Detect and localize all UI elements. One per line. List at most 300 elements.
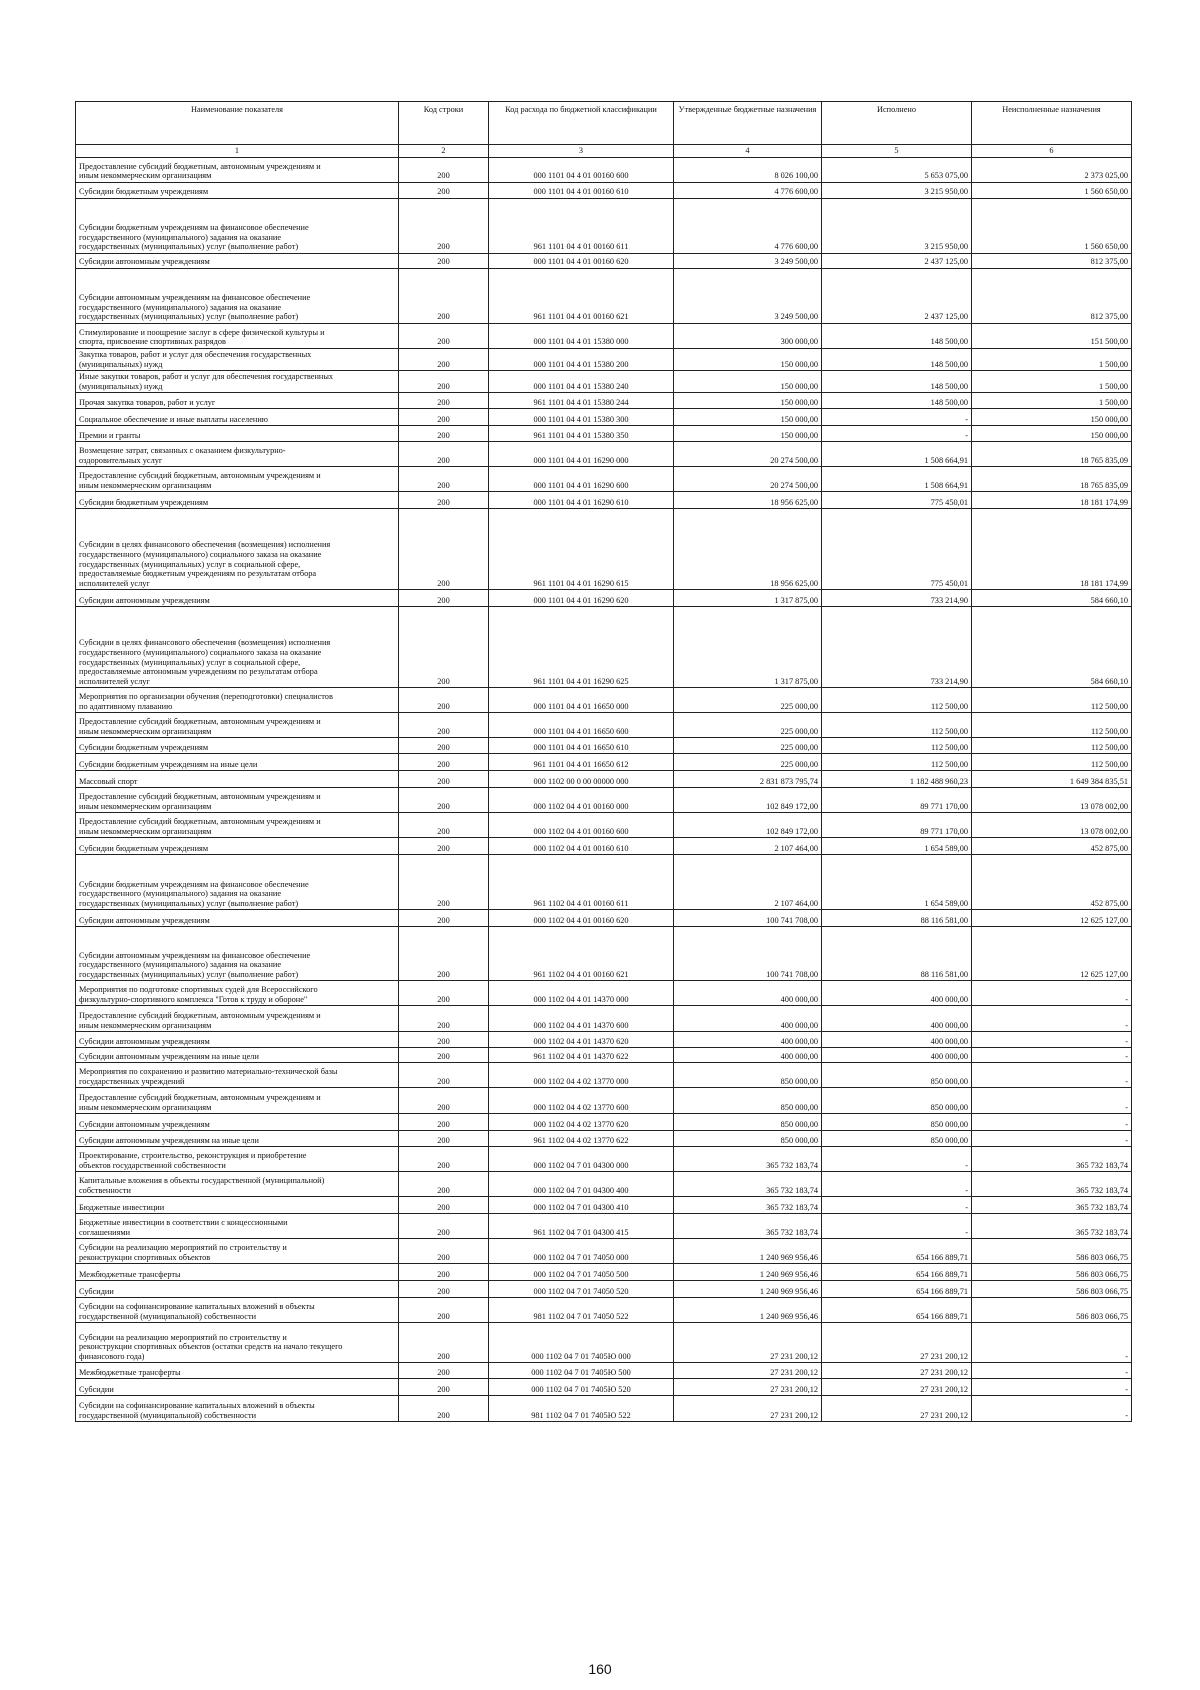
executed-amount-cell: 400 000,00 bbox=[822, 1032, 972, 1048]
row-code-cell: 200 bbox=[399, 1214, 489, 1239]
table-row bbox=[76, 771, 1132, 788]
classification-code-cell: 000 1101 04 4 01 15380 000 bbox=[489, 324, 674, 349]
executed-amount-cell: 850 000,00 bbox=[822, 1114, 972, 1131]
approved-amount-cell: 4 776 600,00 bbox=[674, 183, 822, 199]
column-number: 2 bbox=[399, 145, 489, 158]
table-row bbox=[76, 754, 1132, 771]
executed-amount-cell: 112 500,00 bbox=[822, 738, 972, 754]
executed-amount-cell: 1 508 664,91 bbox=[822, 467, 972, 492]
indicator-name-cell: Бюджетные инвестиции в соответствии с концессионными соглашениями bbox=[76, 1214, 399, 1239]
approved-amount-cell: 850 000,00 bbox=[674, 1063, 822, 1088]
table-row bbox=[76, 1281, 1132, 1298]
row-code-cell: 200 bbox=[399, 158, 489, 183]
approved-amount-cell: 225 000,00 bbox=[674, 738, 822, 754]
indicator-name-cell: Предоставление субсидий бюджетным, автономным учреждениям и иным некоммерческим организациям bbox=[76, 467, 399, 492]
classification-code-cell: 000 1102 04 4 02 13770 600 bbox=[489, 1088, 674, 1114]
table-row bbox=[76, 1298, 1132, 1323]
row-code-cell: 200 bbox=[399, 1396, 489, 1422]
classification-code-cell: 000 1101 04 4 01 16290 610 bbox=[489, 492, 674, 509]
classification-code-cell: 981 1102 04 7 01 7405Ю 522 bbox=[489, 1396, 674, 1422]
unexecuted-amount-cell: 112 500,00 bbox=[972, 688, 1132, 713]
classification-code-cell: 000 1102 04 4 02 13770 620 bbox=[489, 1114, 674, 1131]
indicator-name-cell: Мероприятия по подготовке спортивных судей для Всероссийского физкультурно-спортивного комплекса "Готов к труду и обороне" bbox=[76, 981, 399, 1006]
indicator-name-cell: Субсидии бюджетным учреждениям на финансовое обеспечение государственного (муниципального) задания на оказание государственных (муниципальных) услуг (выполнение работ) bbox=[76, 855, 399, 910]
executed-amount-cell: - bbox=[822, 1214, 972, 1239]
indicator-name-cell: Субсидии бюджетным учреждениям bbox=[76, 838, 399, 855]
table-row bbox=[76, 788, 1132, 813]
approved-amount-cell: 850 000,00 bbox=[674, 1131, 822, 1147]
indicator-name-cell: Субсидии автономным учреждениям на иные цели bbox=[76, 1048, 399, 1063]
unexecuted-amount-cell: - bbox=[972, 1131, 1132, 1147]
header-approved: Утвержденные бюджетные назначения bbox=[674, 102, 822, 145]
table-row bbox=[76, 393, 1132, 409]
row-code-cell: 200 bbox=[399, 771, 489, 788]
classification-code-cell: 961 1101 04 4 01 00160 611 bbox=[489, 199, 674, 254]
row-code-cell: 200 bbox=[399, 754, 489, 771]
executed-amount-cell: 1 654 589,00 bbox=[822, 838, 972, 855]
indicator-name-cell: Субсидии автономным учреждениям на финансовое обеспечение государственного (муниципального) задания на оказание государственных (муниципальных) услуг (выполнение работ) bbox=[76, 927, 399, 981]
classification-code-cell: 000 1101 04 4 01 16650 000 bbox=[489, 688, 674, 713]
indicator-name-cell: Субсидии на реализацию мероприятий по строительству и реконструкции спортивных объектов (остатки средств на начало текущего финансового года) bbox=[76, 1323, 399, 1363]
table-row bbox=[76, 1323, 1132, 1363]
classification-code-cell: 961 1102 04 4 01 00160 621 bbox=[489, 927, 674, 981]
approved-amount-cell: 4 776 600,00 bbox=[674, 199, 822, 254]
classification-code-cell: 000 1101 04 4 01 15380 240 bbox=[489, 371, 674, 393]
row-code-cell: 200 bbox=[399, 509, 489, 590]
unexecuted-amount-cell: 150 000,00 bbox=[972, 409, 1132, 426]
executed-amount-cell: 850 000,00 bbox=[822, 1088, 972, 1114]
classification-code-cell: 961 1101 04 4 01 15380 244 bbox=[489, 393, 674, 409]
approved-amount-cell: 225 000,00 bbox=[674, 754, 822, 771]
executed-amount-cell: 5 653 075,00 bbox=[822, 158, 972, 183]
row-code-cell: 200 bbox=[399, 269, 489, 324]
table-row bbox=[76, 1006, 1132, 1032]
unexecuted-amount-cell: 452 875,00 bbox=[972, 838, 1132, 855]
table-body bbox=[76, 158, 1132, 1422]
classification-code-cell: 961 1101 04 4 01 00160 621 bbox=[489, 269, 674, 324]
table-row bbox=[76, 442, 1132, 467]
unexecuted-amount-cell: 812 375,00 bbox=[972, 254, 1132, 269]
approved-amount-cell: 3 249 500,00 bbox=[674, 269, 822, 324]
indicator-name-cell: Проектирование, строительство, реконструкция и приобретение объектов государственной собственности bbox=[76, 1147, 399, 1172]
row-code-cell: 200 bbox=[399, 981, 489, 1006]
indicator-name-cell: Субсидии автономным учреждениям bbox=[76, 910, 399, 927]
unexecuted-amount-cell: - bbox=[972, 1114, 1132, 1131]
row-code-cell: 200 bbox=[399, 838, 489, 855]
row-code-cell: 200 bbox=[399, 1048, 489, 1063]
row-code-cell: 200 bbox=[399, 590, 489, 607]
header-row-code: Код строки bbox=[399, 102, 489, 145]
indicator-name-cell: Массовый спорт bbox=[76, 771, 399, 788]
table-row bbox=[76, 183, 1132, 199]
executed-amount-cell: 88 116 581,00 bbox=[822, 910, 972, 927]
executed-amount-cell: - bbox=[822, 1197, 972, 1214]
unexecuted-amount-cell: - bbox=[972, 1088, 1132, 1114]
table-row bbox=[76, 492, 1132, 509]
classification-code-cell: 000 1102 04 7 01 74050 000 bbox=[489, 1239, 674, 1264]
indicator-name-cell: Субсидии бюджетным учреждениям bbox=[76, 183, 399, 199]
classification-code-cell: 000 1102 04 7 01 7405Ю 000 bbox=[489, 1323, 674, 1363]
unexecuted-amount-cell: 1 500,00 bbox=[972, 393, 1132, 409]
approved-amount-cell: 2 107 464,00 bbox=[674, 855, 822, 910]
unexecuted-amount-cell: 12 625 127,00 bbox=[972, 927, 1132, 981]
executed-amount-cell: - bbox=[822, 1147, 972, 1172]
classification-code-cell: 000 1102 04 4 01 00160 000 bbox=[489, 788, 674, 813]
indicator-name-cell: Субсидии в целях финансового обеспечения (возмещения) исполнения государственного (муниципального) социального заказа на оказание государственных (муниципальных) услуг в социальной сфере, предоставляемые автономным учреждениям по результатам отбора исполнителей услуг bbox=[76, 607, 399, 688]
indicator-name-cell: Субсидии автономным учреждениям bbox=[76, 1114, 399, 1131]
unexecuted-amount-cell: 586 803 066,75 bbox=[972, 1264, 1132, 1281]
classification-code-cell: 961 1102 04 4 02 13770 622 bbox=[489, 1131, 674, 1147]
executed-amount-cell: 400 000,00 bbox=[822, 1048, 972, 1063]
executed-amount-cell: 654 166 889,71 bbox=[822, 1298, 972, 1323]
indicator-name-cell: Субсидии бюджетным учреждениям на иные цели bbox=[76, 754, 399, 771]
unexecuted-amount-cell: 1 560 650,00 bbox=[972, 199, 1132, 254]
classification-code-cell: 000 1102 04 4 01 00160 610 bbox=[489, 838, 674, 855]
indicator-name-cell: Субсидии на реализацию мероприятий по строительству и реконструкции спортивных объектов bbox=[76, 1239, 399, 1264]
table-row bbox=[76, 1214, 1132, 1239]
table-row bbox=[76, 910, 1132, 927]
unexecuted-amount-cell: 18 181 174,99 bbox=[972, 492, 1132, 509]
budget-report-sheet bbox=[75, 101, 1131, 1422]
executed-amount-cell: 148 500,00 bbox=[822, 324, 972, 349]
table-row bbox=[76, 607, 1132, 688]
unexecuted-amount-cell: 586 803 066,75 bbox=[972, 1281, 1132, 1298]
table-row bbox=[76, 1088, 1132, 1114]
row-code-cell: 200 bbox=[399, 199, 489, 254]
row-code-cell: 200 bbox=[399, 1239, 489, 1264]
unexecuted-amount-cell: 150 000,00 bbox=[972, 426, 1132, 442]
approved-amount-cell: 850 000,00 bbox=[674, 1114, 822, 1131]
executed-amount-cell: 27 231 200,12 bbox=[822, 1323, 972, 1363]
classification-code-cell: 961 1101 04 4 01 15380 350 bbox=[489, 426, 674, 442]
unexecuted-amount-cell: - bbox=[972, 1323, 1132, 1363]
approved-amount-cell: 20 274 500,00 bbox=[674, 467, 822, 492]
column-number: 1 bbox=[76, 145, 399, 158]
unexecuted-amount-cell: 1 649 384 835,51 bbox=[972, 771, 1132, 788]
classification-code-cell: 981 1102 04 7 01 74050 522 bbox=[489, 1298, 674, 1323]
executed-amount-cell: 654 166 889,71 bbox=[822, 1239, 972, 1264]
approved-amount-cell: 8 026 100,00 bbox=[674, 158, 822, 183]
indicator-name-cell: Субсидии bbox=[76, 1281, 399, 1298]
table-row bbox=[76, 349, 1132, 371]
unexecuted-amount-cell: - bbox=[972, 1379, 1132, 1396]
indicator-name-cell: Субсидии на софинансирование капитальных вложений в объекты государственной (муниципальной) собственности bbox=[76, 1396, 399, 1422]
table-row bbox=[76, 324, 1132, 349]
indicator-name-cell: Субсидии на софинансирование капитальных вложений в объекты государственной (муниципальной) собственности bbox=[76, 1298, 399, 1323]
row-code-cell: 200 bbox=[399, 910, 489, 927]
classification-code-cell: 000 1102 04 7 01 74050 500 bbox=[489, 1264, 674, 1281]
approved-amount-cell: 1 240 969 956,46 bbox=[674, 1298, 822, 1323]
approved-amount-cell: 27 231 200,12 bbox=[674, 1379, 822, 1396]
unexecuted-amount-cell: 1 560 650,00 bbox=[972, 183, 1132, 199]
executed-amount-cell: 148 500,00 bbox=[822, 393, 972, 409]
unexecuted-amount-cell: 18 181 174,99 bbox=[972, 509, 1132, 590]
row-code-cell: 200 bbox=[399, 409, 489, 426]
indicator-name-cell: Субсидии бюджетным учреждениям bbox=[76, 492, 399, 509]
indicator-name-cell: Предоставление субсидий бюджетным, автономным учреждениям и иным некоммерческим организациям bbox=[76, 813, 399, 838]
row-code-cell: 200 bbox=[399, 442, 489, 467]
executed-amount-cell: 654 166 889,71 bbox=[822, 1264, 972, 1281]
row-code-cell: 200 bbox=[399, 855, 489, 910]
executed-amount-cell: 1 654 589,00 bbox=[822, 855, 972, 910]
classification-code-cell: 961 1102 04 7 01 04300 415 bbox=[489, 1214, 674, 1239]
executed-amount-cell: - bbox=[822, 426, 972, 442]
row-code-cell: 200 bbox=[399, 1006, 489, 1032]
approved-amount-cell: 150 000,00 bbox=[674, 349, 822, 371]
executed-amount-cell: 112 500,00 bbox=[822, 688, 972, 713]
table-row bbox=[76, 590, 1132, 607]
approved-amount-cell: 18 956 625,00 bbox=[674, 492, 822, 509]
classification-code-cell: 000 1102 00 0 00 00000 000 bbox=[489, 771, 674, 788]
executed-amount-cell: 27 231 200,12 bbox=[822, 1396, 972, 1422]
row-code-cell: 200 bbox=[399, 788, 489, 813]
executed-amount-cell: 733 214,90 bbox=[822, 590, 972, 607]
classification-code-cell: 000 1102 04 7 01 04300 000 bbox=[489, 1147, 674, 1172]
executed-amount-cell: - bbox=[822, 409, 972, 426]
unexecuted-amount-cell: 365 732 183,74 bbox=[972, 1172, 1132, 1197]
approved-amount-cell: 1 240 969 956,46 bbox=[674, 1281, 822, 1298]
indicator-name-cell: Иные закупки товаров, работ и услуг для обеспечения государственных (муниципальных) нужд bbox=[76, 371, 399, 393]
table-row bbox=[76, 158, 1132, 183]
row-code-cell: 200 bbox=[399, 1172, 489, 1197]
classification-code-cell: 000 1101 04 4 01 16290 000 bbox=[489, 442, 674, 467]
table-row bbox=[76, 1197, 1132, 1214]
classification-code-cell: 000 1101 04 4 01 00160 620 bbox=[489, 254, 674, 269]
indicator-name-cell: Субсидии bbox=[76, 1379, 399, 1396]
executed-amount-cell: 27 231 200,12 bbox=[822, 1363, 972, 1379]
unexecuted-amount-cell: 812 375,00 bbox=[972, 269, 1132, 324]
approved-amount-cell: 1 317 875,00 bbox=[674, 590, 822, 607]
classification-code-cell: 000 1102 04 4 01 14370 600 bbox=[489, 1006, 674, 1032]
approved-amount-cell: 18 956 625,00 bbox=[674, 509, 822, 590]
row-code-cell: 200 bbox=[399, 813, 489, 838]
indicator-name-cell: Предоставление субсидий бюджетным, автономным учреждениям и иным некоммерческим организациям bbox=[76, 158, 399, 183]
classification-code-cell: 000 1102 04 4 01 14370 620 bbox=[489, 1032, 674, 1048]
approved-amount-cell: 27 231 200,12 bbox=[674, 1396, 822, 1422]
indicator-name-cell: Прочая закупка товаров, работ и услуг bbox=[76, 393, 399, 409]
indicator-name-cell: Межбюджетные трансферты bbox=[76, 1264, 399, 1281]
row-code-cell: 200 bbox=[399, 1063, 489, 1088]
indicator-name-cell: Субсидии автономным учреждениям bbox=[76, 590, 399, 607]
approved-amount-cell: 365 732 183,74 bbox=[674, 1172, 822, 1197]
row-code-cell: 200 bbox=[399, 1032, 489, 1048]
unexecuted-amount-cell: 18 765 835,09 bbox=[972, 467, 1132, 492]
approved-amount-cell: 400 000,00 bbox=[674, 1048, 822, 1063]
approved-amount-cell: 102 849 172,00 bbox=[674, 813, 822, 838]
table-row bbox=[76, 1239, 1132, 1264]
unexecuted-amount-cell: 1 500,00 bbox=[972, 349, 1132, 371]
indicator-name-cell: Субсидии бюджетным учреждениям на финансовое обеспечение государственного (муниципального) задания на оказание государственных (муниципальных) услуг (выполнение работ) bbox=[76, 199, 399, 254]
classification-code-cell: 000 1101 04 4 01 15380 200 bbox=[489, 349, 674, 371]
approved-amount-cell: 1 240 969 956,46 bbox=[674, 1239, 822, 1264]
classification-code-cell: 000 1102 04 7 01 04300 400 bbox=[489, 1172, 674, 1197]
executed-amount-cell: 733 214,90 bbox=[822, 607, 972, 688]
unexecuted-amount-cell: 13 078 002,00 bbox=[972, 813, 1132, 838]
executed-amount-cell: 148 500,00 bbox=[822, 349, 972, 371]
classification-code-cell: 000 1102 04 4 01 00160 620 bbox=[489, 910, 674, 927]
classification-code-cell: 000 1101 04 4 01 15380 300 bbox=[489, 409, 674, 426]
row-code-cell: 200 bbox=[399, 183, 489, 199]
table-row bbox=[76, 1379, 1132, 1396]
executed-amount-cell: 400 000,00 bbox=[822, 1006, 972, 1032]
approved-amount-cell: 2 107 464,00 bbox=[674, 838, 822, 855]
executed-amount-cell: 148 500,00 bbox=[822, 371, 972, 393]
unexecuted-amount-cell: 584 660,10 bbox=[972, 590, 1132, 607]
indicator-name-cell: Капитальные вложения в объекты государственной (муниципальной) собственности bbox=[76, 1172, 399, 1197]
unexecuted-amount-cell: 13 078 002,00 bbox=[972, 788, 1132, 813]
unexecuted-amount-cell: - bbox=[972, 981, 1132, 1006]
row-code-cell: 200 bbox=[399, 393, 489, 409]
approved-amount-cell: 100 741 708,00 bbox=[674, 927, 822, 981]
classification-code-cell: 000 1101 04 4 01 00160 610 bbox=[489, 183, 674, 199]
table-row bbox=[76, 371, 1132, 393]
row-code-cell: 200 bbox=[399, 738, 489, 754]
row-code-cell: 200 bbox=[399, 927, 489, 981]
approved-amount-cell: 102 849 172,00 bbox=[674, 788, 822, 813]
approved-amount-cell: 850 000,00 bbox=[674, 1088, 822, 1114]
approved-amount-cell: 20 274 500,00 bbox=[674, 442, 822, 467]
row-code-cell: 200 bbox=[399, 324, 489, 349]
row-code-cell: 200 bbox=[399, 467, 489, 492]
classification-code-cell: 000 1101 04 4 01 16290 620 bbox=[489, 590, 674, 607]
executed-amount-cell: 775 450,01 bbox=[822, 509, 972, 590]
table-row bbox=[76, 1147, 1132, 1172]
classification-code-cell: 961 1102 04 4 01 14370 622 bbox=[489, 1048, 674, 1063]
table-row bbox=[76, 426, 1132, 442]
row-code-cell: 200 bbox=[399, 1363, 489, 1379]
unexecuted-amount-cell: - bbox=[972, 1006, 1132, 1032]
classification-code-cell: 000 1102 04 4 02 13770 000 bbox=[489, 1063, 674, 1088]
executed-amount-cell: 1 508 664,91 bbox=[822, 442, 972, 467]
row-code-cell: 200 bbox=[399, 1114, 489, 1131]
table-row bbox=[76, 1032, 1132, 1048]
executed-amount-cell: 1 182 488 960,23 bbox=[822, 771, 972, 788]
row-code-cell: 200 bbox=[399, 349, 489, 371]
indicator-name-cell: Субсидии автономным учреждениям bbox=[76, 254, 399, 269]
executed-amount-cell: 775 450,01 bbox=[822, 492, 972, 509]
indicator-name-cell: Субсидии автономным учреждениям bbox=[76, 1032, 399, 1048]
table-row bbox=[76, 813, 1132, 838]
indicator-name-cell: Закупка товаров, работ и услуг для обеспечения государственных (муниципальных) нужд bbox=[76, 349, 399, 371]
executed-amount-cell: 850 000,00 bbox=[822, 1131, 972, 1147]
approved-amount-cell: 300 000,00 bbox=[674, 324, 822, 349]
unexecuted-amount-cell: - bbox=[972, 1032, 1132, 1048]
row-code-cell: 200 bbox=[399, 688, 489, 713]
table-row bbox=[76, 738, 1132, 754]
unexecuted-amount-cell: 1 500,00 bbox=[972, 371, 1132, 393]
approved-amount-cell: 365 732 183,74 bbox=[674, 1147, 822, 1172]
unexecuted-amount-cell: 2 373 025,00 bbox=[972, 158, 1132, 183]
executed-amount-cell: 400 000,00 bbox=[822, 981, 972, 1006]
row-code-cell: 200 bbox=[399, 713, 489, 738]
indicator-name-cell: Предоставление субсидий бюджетным, автономным учреждениям и иным некоммерческим организациям bbox=[76, 1006, 399, 1032]
indicator-name-cell: Бюджетные инвестиции bbox=[76, 1197, 399, 1214]
approved-amount-cell: 400 000,00 bbox=[674, 1032, 822, 1048]
unexecuted-amount-cell: 584 660,10 bbox=[972, 607, 1132, 688]
approved-amount-cell: 225 000,00 bbox=[674, 713, 822, 738]
row-code-cell: 200 bbox=[399, 1264, 489, 1281]
unexecuted-amount-cell: 586 803 066,75 bbox=[972, 1298, 1132, 1323]
indicator-name-cell: Межбюджетные трансферты bbox=[76, 1363, 399, 1379]
indicator-name-cell: Мероприятия по сохранению и развитию материально-технической базы государственных учреждений bbox=[76, 1063, 399, 1088]
table-row bbox=[76, 1063, 1132, 1088]
indicator-name-cell: Премии и гранты bbox=[76, 426, 399, 442]
row-code-cell: 200 bbox=[399, 1281, 489, 1298]
classification-code-cell: 000 1102 04 4 01 14370 000 bbox=[489, 981, 674, 1006]
unexecuted-amount-cell: 365 732 183,74 bbox=[972, 1197, 1132, 1214]
table-row bbox=[76, 467, 1132, 492]
classification-code-cell: 000 1102 04 7 01 7405Ю 500 bbox=[489, 1363, 674, 1379]
approved-amount-cell: 150 000,00 bbox=[674, 393, 822, 409]
indicator-name-cell: Предоставление субсидий бюджетным, автономным учреждениям и иным некоммерческим организациям bbox=[76, 713, 399, 738]
row-code-cell: 200 bbox=[399, 371, 489, 393]
budget-execution-table bbox=[75, 101, 1132, 1422]
indicator-name-cell: Возмещение затрат, связанных с оказанием физкультурно- оздоровительных услуг bbox=[76, 442, 399, 467]
approved-amount-cell: 27 231 200,12 bbox=[674, 1363, 822, 1379]
table-row bbox=[76, 1172, 1132, 1197]
executed-amount-cell: 27 231 200,12 bbox=[822, 1379, 972, 1396]
table-row bbox=[76, 1131, 1132, 1147]
indicator-name-cell: Стимулирование и поощрение заслуг в сфере физической культуры и спорта, присвоение спортивных разрядов bbox=[76, 324, 399, 349]
approved-amount-cell: 365 732 183,74 bbox=[674, 1214, 822, 1239]
column-number-row bbox=[76, 145, 1132, 158]
approved-amount-cell: 150 000,00 bbox=[674, 426, 822, 442]
column-number: 5 bbox=[822, 145, 972, 158]
indicator-name-cell: Субсидии бюджетным учреждениям bbox=[76, 738, 399, 754]
table-row bbox=[76, 855, 1132, 910]
header-indicator-name: Наименование показателя bbox=[76, 102, 399, 145]
approved-amount-cell: 2 831 873 795,74 bbox=[674, 771, 822, 788]
table-row bbox=[76, 409, 1132, 426]
classification-code-cell: 000 1102 04 7 01 7405Ю 520 bbox=[489, 1379, 674, 1396]
approved-amount-cell: 3 249 500,00 bbox=[674, 254, 822, 269]
unexecuted-amount-cell: 452 875,00 bbox=[972, 855, 1132, 910]
header-unexecuted: Неисполненные назначения bbox=[972, 102, 1132, 145]
indicator-name-cell: Социальное обеспечение и иные выплаты населению bbox=[76, 409, 399, 426]
table-row bbox=[76, 688, 1132, 713]
table-row bbox=[76, 1363, 1132, 1379]
unexecuted-amount-cell: 112 500,00 bbox=[972, 754, 1132, 771]
classification-code-cell: 000 1102 04 7 01 04300 410 bbox=[489, 1197, 674, 1214]
approved-amount-cell: 400 000,00 bbox=[674, 981, 822, 1006]
approved-amount-cell: 1 317 875,00 bbox=[674, 607, 822, 688]
table-row bbox=[76, 1264, 1132, 1281]
unexecuted-amount-cell: 365 732 183,74 bbox=[972, 1214, 1132, 1239]
executed-amount-cell: 112 500,00 bbox=[822, 754, 972, 771]
row-code-cell: 200 bbox=[399, 1379, 489, 1396]
classification-code-cell: 000 1102 04 4 01 00160 600 bbox=[489, 813, 674, 838]
table-row bbox=[76, 1048, 1132, 1063]
classification-code-cell: 000 1101 04 4 01 00160 600 bbox=[489, 158, 674, 183]
executed-amount-cell: 89 771 170,00 bbox=[822, 788, 972, 813]
approved-amount-cell: 150 000,00 bbox=[674, 409, 822, 426]
executed-amount-cell: 89 771 170,00 bbox=[822, 813, 972, 838]
row-code-cell: 200 bbox=[399, 1298, 489, 1323]
classification-code-cell: 000 1101 04 4 01 16290 600 bbox=[489, 467, 674, 492]
row-code-cell: 200 bbox=[399, 1131, 489, 1147]
unexecuted-amount-cell: 18 765 835,09 bbox=[972, 442, 1132, 467]
table-row bbox=[76, 1114, 1132, 1131]
header-classification-code: Код расхода по бюджетной классификации bbox=[489, 102, 674, 145]
indicator-name-cell: Предоставление субсидий бюджетным, автономным учреждениям и иным некоммерческим организациям bbox=[76, 1088, 399, 1114]
indicator-name-cell: Мероприятия по организации обучения (переподготовки) специалистов по адаптивному плаванию bbox=[76, 688, 399, 713]
unexecuted-amount-cell: 12 625 127,00 bbox=[972, 910, 1132, 927]
approved-amount-cell: 100 741 708,00 bbox=[674, 910, 822, 927]
row-code-cell: 200 bbox=[399, 1323, 489, 1363]
executed-amount-cell: 112 500,00 bbox=[822, 713, 972, 738]
executed-amount-cell: 88 116 581,00 bbox=[822, 927, 972, 981]
row-code-cell: 200 bbox=[399, 1088, 489, 1114]
